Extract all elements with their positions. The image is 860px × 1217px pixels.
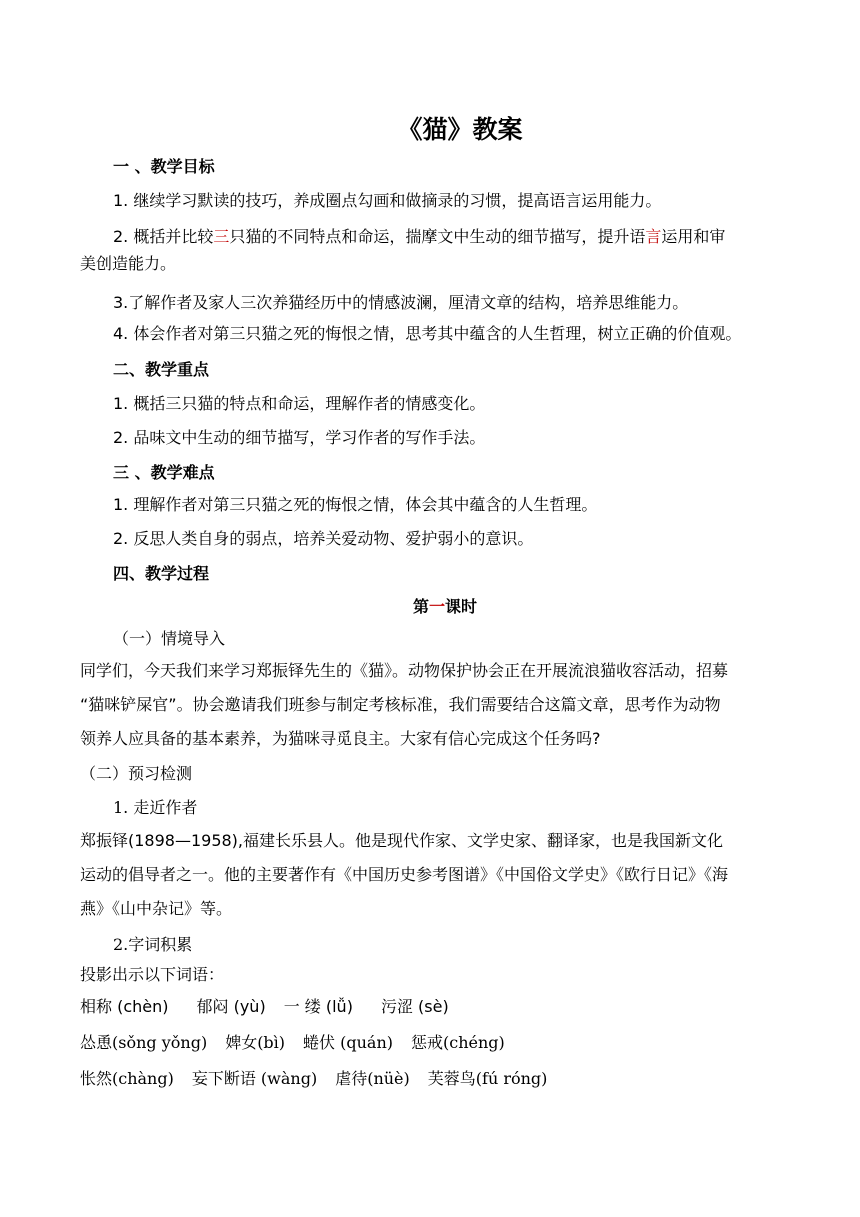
vocab-word: 妄下断语 (wàng) xyxy=(191,1069,318,1088)
goal-item-4: 4. 体会作者对第三只猫之死的悔恨之情，思考其中蕴含的人生哲理，树立正确的价值观。 xyxy=(113,324,742,343)
section-heading-key-points: 二、教学重点 xyxy=(113,360,210,379)
vocab-row-3 xyxy=(80,1068,547,1090)
difficulty-1: 1. 理解作者对第三只猫之死的悔恨之情，体会其中蕴含的人生哲理。 xyxy=(113,495,598,514)
vocab-row-2 xyxy=(80,1032,505,1054)
lesson-title: 第一课时 xyxy=(412,597,478,616)
vocab-word: 污涩 (sè) xyxy=(380,997,449,1016)
document-title xyxy=(0,113,860,147)
vocab-word: 怅然(chàng) xyxy=(80,1069,174,1088)
vocab-word: 蜷伏 (quán) xyxy=(303,1033,394,1052)
section-heading-difficulties: 三 、教学难点 xyxy=(113,463,215,482)
key-point-2: 2. 品味文中生动的细节描写，学习作者的写作手法。 xyxy=(113,428,486,447)
sub2-heading: 2.字词积累 xyxy=(113,935,193,954)
section-heading-teaching-goals: 一 、教学目标 xyxy=(113,157,215,176)
title-text: 《猫》教案 xyxy=(397,115,523,144)
vocab-word: 相称 (chèn) xyxy=(80,997,169,1016)
vocab-word: 一 缕 (lǚ) xyxy=(283,997,353,1016)
author-line-1: 郑振铎(1898—1958),福建长乐县人。他是现代作家、文学史家、翻译家，也是我国新文化 xyxy=(80,831,724,850)
intro-paragraph-line-2: “猫咪铲屎官”。协会邀请我们班参与制定考核标准，我们需要结合这篇文章，思考作为动物 xyxy=(80,695,721,714)
vocab-word: 惩戒(chéng) xyxy=(411,1033,505,1052)
sub1-heading: 1. 走近作者 xyxy=(113,798,198,817)
key-point-1: 1. 概括三只猫的特点和命运，理解作者的情感变化。 xyxy=(113,394,486,413)
author-line-3: 燕》《山中杂记》等。 xyxy=(80,899,233,918)
difficulty-2: 2. 反思人类自身的弱点，培养关爱动物、爱护弱小的意识。 xyxy=(113,529,534,548)
part1-heading: （一）情境导入 xyxy=(113,629,226,648)
goal-item-2-cont: 美创造能力。 xyxy=(80,254,177,273)
goal-item-2: 2. 概括并比较三只猫的不同特点和命运，揣摩文中生动的细节描写，提升语言运用和审 xyxy=(113,227,726,246)
vocab-word: 婢女(bì) xyxy=(225,1033,286,1052)
author-line-2: 运动的倡导者之一。他的主要著作有《中国历史参考图谱》《中国俗文学史》《欧行日记》《海 xyxy=(80,865,729,884)
vocab-word: 怂恿(sǒng yǒng) xyxy=(80,1033,208,1052)
vocab-word: 虐待(nüè) xyxy=(335,1069,410,1088)
goal-item-1: 1. 继续学习默读的技巧，养成圈点勾画和做摘录的习惯，提高语言运用能力。 xyxy=(113,191,662,210)
intro-paragraph-line-3: 领养人应具备的基本素养，为猫咪寻觅良主。大家有信心完成这个任务吗? xyxy=(80,729,601,748)
vocab-word: 芙蓉鸟(fú róng) xyxy=(427,1069,548,1088)
part2-heading: （二）预习检测 xyxy=(80,764,193,783)
intro-paragraph-line-1: 同学们，今天我们来学习郑振铎先生的《猫》。动物保护协会正在开展流浪猫收容活动，招募 xyxy=(80,661,729,680)
vocab-intro: 投影出示以下词语： xyxy=(80,965,225,984)
goal-item-3: 3.了解作者及家人三次养猫经历中的情感波澜，厘清文章的结构，培养思维能力。 xyxy=(113,293,689,312)
vocab-word: 郁闷 (yù) xyxy=(196,997,266,1016)
section-heading-process: 四、教学过程 xyxy=(113,564,210,583)
vocab-row-1 xyxy=(80,996,449,1018)
